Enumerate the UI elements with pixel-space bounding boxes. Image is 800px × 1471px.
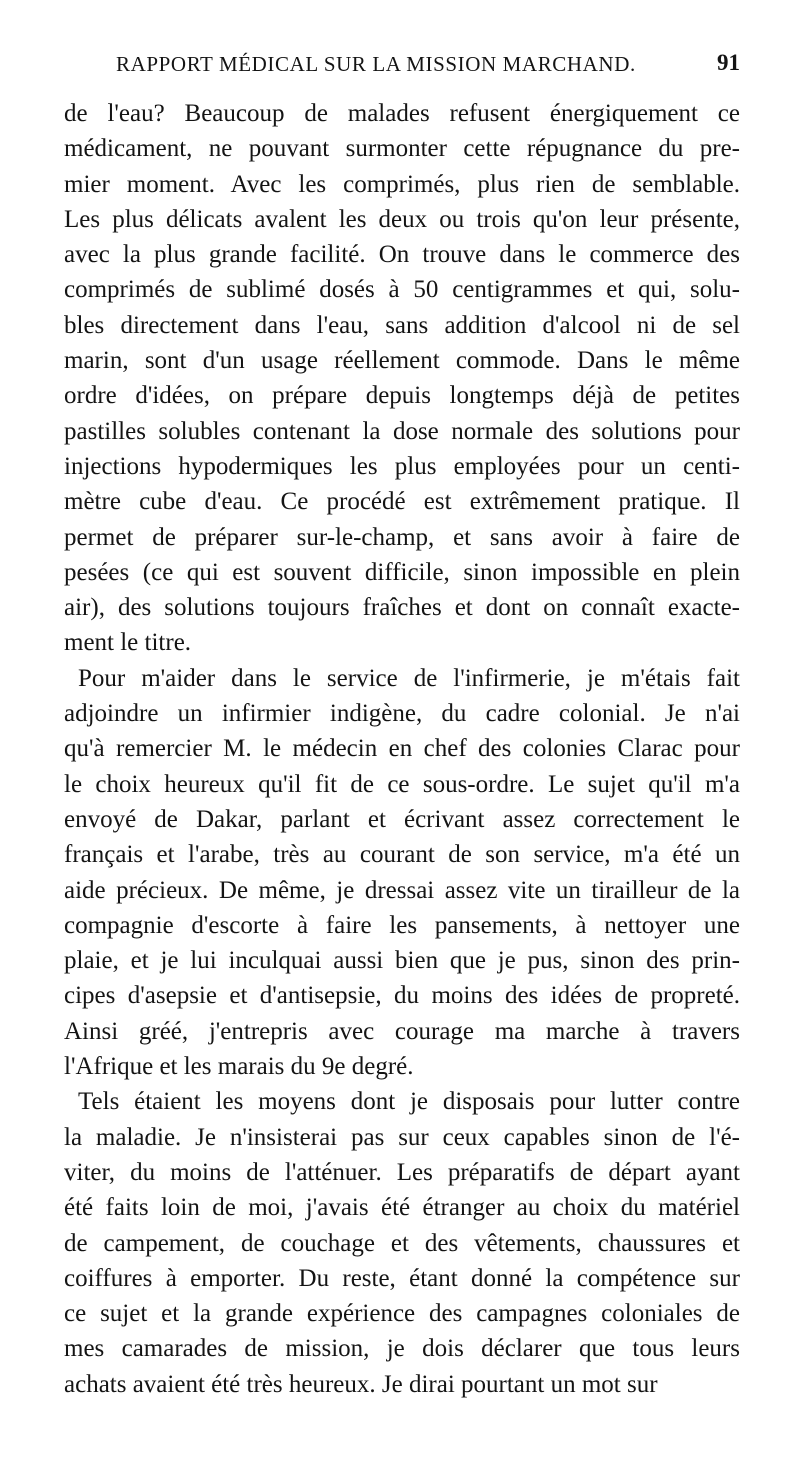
text-line: plaie, et je lui inculquai aussi bien que je pus, sinon des prin-: [64, 947, 740, 975]
text-line: pastilles solubles contenant la dose normale des solutions pour: [64, 417, 740, 445]
text-line: qu'à remercier M. le médecin en chef des colonies Clarac pour: [64, 735, 740, 763]
text-line: de l'eau? Beaucoup de malades refusent énergiquement ce: [64, 100, 740, 127]
text-line: l'Afrique et les marais du 9e degré.: [64, 1053, 414, 1081]
text-line: mètre cube d'eau. Ce procédé est extrêmement pratique. Il: [64, 488, 740, 516]
text-line: cipes d'asepsie et d'antisepsie, du moins des idées de propreté.: [64, 982, 740, 1010]
text-line: permet de préparer sur-le-champ, et sans avoir à faire de: [64, 523, 740, 551]
page-number: 91: [717, 50, 740, 75]
text-line: marin, sont d'un usage réellement commode. Dans le même: [64, 347, 740, 375]
text-line: aide précieux. De même, je dressai assez vite un tirailleur de la: [64, 876, 740, 904]
text-line: mier moment. Avec les comprimés, plus rien de semblable.: [64, 170, 740, 198]
body-text: [64, 96, 740, 1402]
text-line: Pour m'aider dans le service de l'infirmerie, je m'étais fait: [78, 664, 740, 692]
paragraph: [64, 96, 740, 661]
text-line: Les plus délicats avalent les deux ou trois qu'on leur présente,: [64, 205, 740, 233]
text-line: le choix heureux qu'il fit de ce sous-ordre. Le sujet qu'il m'a: [64, 770, 740, 798]
text-line: avec la plus grande facilité. On trouve dans le commerce des: [64, 241, 740, 269]
text-line: médicament, ne pouvant surmonter cette répugnance du pre-: [64, 135, 740, 163]
paragraph: [64, 1084, 740, 1402]
text-line: ordre d'idées, on prépare depuis longtemps déjà de petites: [64, 382, 740, 410]
text-line: ment le titre.: [64, 629, 192, 657]
text-line: bles directement dans l'eau, sans addition d'alcool ni de sel: [64, 311, 740, 339]
text-line: viter, du moins de l'atténuer. Les préparatifs de départ ayant: [64, 1158, 740, 1186]
text-line: Ainsi gréé, j'entrepris avec courage ma marche à travers: [64, 1017, 740, 1045]
paragraph: [64, 661, 740, 1085]
text-line: achats avaient été très heureux. Je dirai pourtant un mot sur: [64, 1370, 658, 1398]
text-line: adjoindre un infirmier indigène, du cadre colonial. Je n'ai: [64, 700, 740, 728]
text-line: coiffures à emporter. Du reste, étant donné la compétence sur: [64, 1264, 740, 1292]
text-line: français et l'arabe, très au courant de son service, m'a été un: [64, 841, 740, 869]
text-line: envoyé de Dakar, parlant et écrivant assez correctement le: [64, 805, 740, 833]
running-title: RAPPORT MÉDICAL SUR LA MISSION MARCHAND.: [116, 52, 636, 76]
text-line: Tels étaient les moyens dont je disposais pour lutter contre: [78, 1088, 740, 1116]
running-header: [64, 44, 740, 84]
text-line: comprimés de sublimé dosés à 50 centigrammes et qui, solu-: [64, 276, 740, 304]
text-line: ce sujet et la grande expérience des campagnes coloniales de: [64, 1300, 740, 1328]
text-line: compagnie d'escorte à faire les pansements, à nettoyer une: [64, 911, 740, 939]
text-line: pesées (ce qui est souvent difficile, sinon impossible en plein: [64, 558, 740, 586]
text-line: été faits loin de moi, j'avais été étranger au choix du matériel: [64, 1194, 740, 1222]
text-line: air), des solutions toujours fraîches et dont on connaît exacte-: [64, 594, 740, 622]
text-line: de campement, de couchage et des vêtements, chaussures et: [64, 1229, 740, 1257]
text-line: mes camarades de mission, je dois déclarer que tous leurs: [64, 1335, 740, 1363]
text-line: la maladie. Je n'insisterai pas sur ceux capables sinon de l'é-: [64, 1123, 740, 1151]
text-line: injections hypodermiques les plus employées pour un centi-: [64, 452, 740, 480]
